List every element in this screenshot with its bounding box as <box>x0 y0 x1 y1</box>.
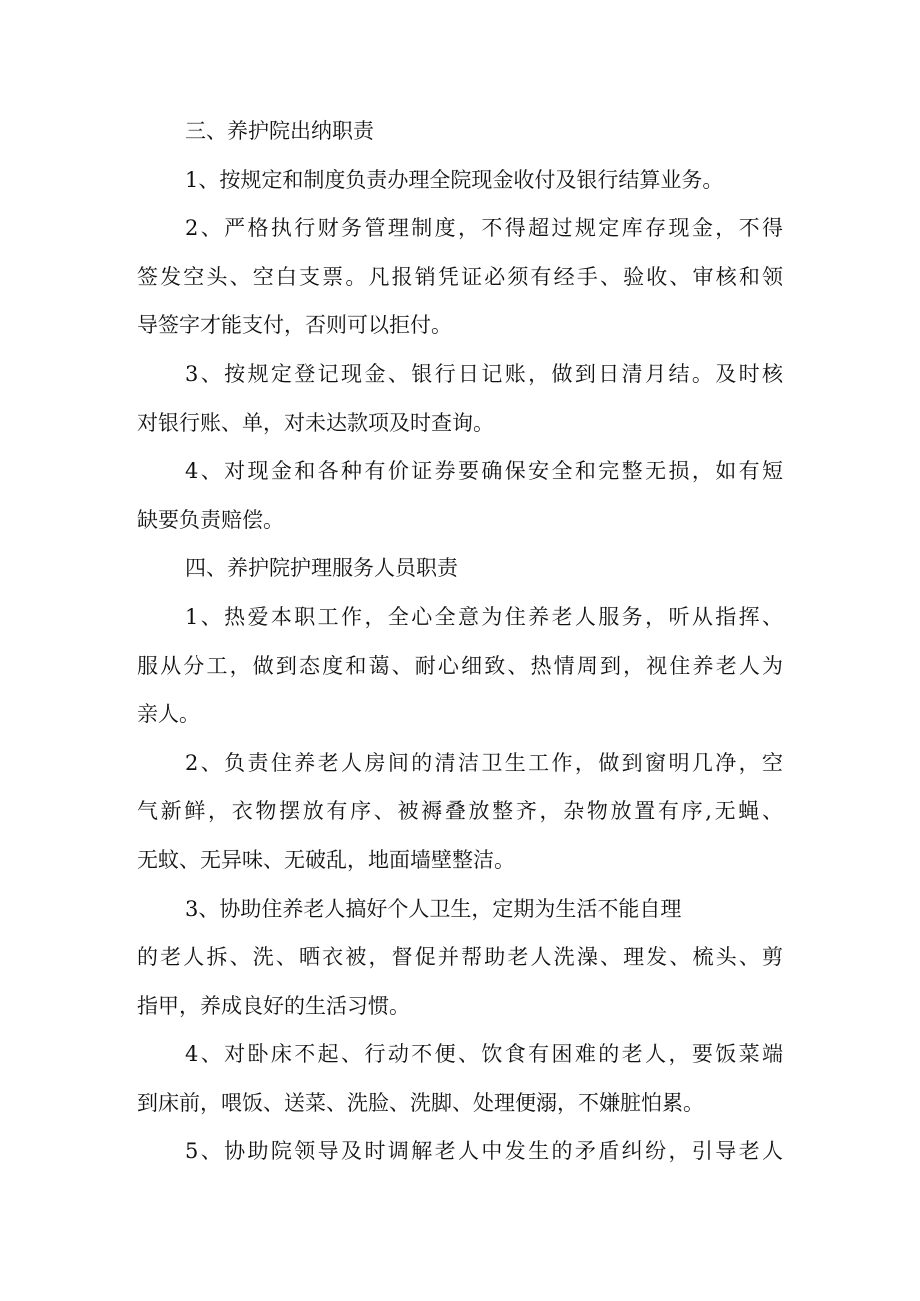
document-body <box>137 107 783 1176</box>
paragraph-line: 2、严格执行财务管理制度，不得超过规定库存现金，不得 <box>185 216 783 241</box>
paragraph-line: 5、协助院领导及时调解老人中发生的矛盾纠纷，引导老人 <box>185 1139 783 1164</box>
paragraph-line: 1、热爱本职工作，全心全意为住养老人服务，听从指挥、 <box>185 604 783 629</box>
paragraph-line: 3、按规定登记现金、银行日记账，做到日清月结。及时核 <box>185 361 783 386</box>
paragraph-line: 到床前，喂饭、送菜、洗脸、洗脚、处理便溺，不嫌脏怕累。 <box>137 1090 704 1115</box>
section-heading-caregiver: 四、养护院护理服务人员职责 <box>185 556 458 581</box>
paragraph-line: 3、协助住养老人搞好个人卫生，定期为生活不能自理 <box>185 896 682 921</box>
paragraph-line: 缺要负责赔偿。 <box>137 507 284 532</box>
paragraph-line: 4、对现金和各种有价证券要确保安全和完整无损，如有短 <box>185 459 783 484</box>
paragraph-line: 气新鲜，衣物摆放有序、被褥叠放整齐，杂物放置有序,无蝇、 <box>137 799 783 824</box>
paragraph-line: 导签字才能支付，否则可以拒付。 <box>137 313 452 338</box>
paragraph-line: 1、按规定和制度负责办理全院现金收付及银行结算业务。 <box>185 167 724 192</box>
paragraph-line: 的老人拆、洗、晒衣被，督促并帮助老人洗澡、理发、梳头、剪 <box>137 945 783 970</box>
paragraph-line: 亲人。 <box>137 702 200 727</box>
section-heading-cashier: 三、养护院出纳职责 <box>185 119 374 143</box>
paragraph-line: 服从分工，做到态度和蔼、耐心细致、热情周到，视住养老人为 <box>137 653 783 678</box>
paragraph-line: 无蚊、无异味、无破乱，地面墙壁整洁。 <box>137 847 515 872</box>
paragraph-line: 指甲，养成良好的生活习惯。 <box>137 993 410 1018</box>
paragraph-line: 2、负责住养老人房间的清洁卫生工作，做到窗明几净，空 <box>185 750 783 775</box>
paragraph-line: 签发空头、空白支票。凡报销凭证必须有经手、验收、审核和领 <box>137 264 783 289</box>
paragraph-line: 4、对卧床不起、行动不便、饮食有困难的老人，要饭菜端 <box>185 1042 783 1067</box>
paragraph-line: 对银行账、单，对未达款项及时查询。 <box>137 410 494 435</box>
